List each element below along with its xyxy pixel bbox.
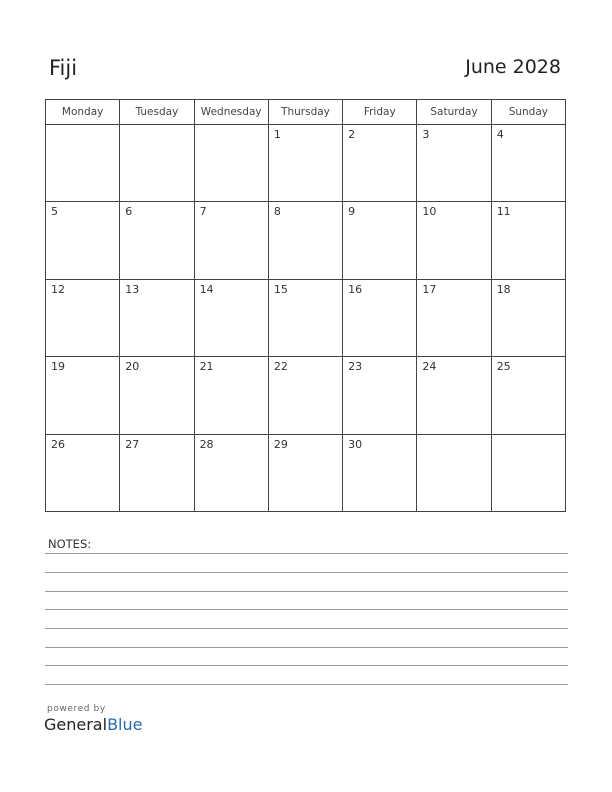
note-line — [45, 665, 568, 666]
note-line — [45, 609, 568, 610]
day-cell — [491, 357, 565, 434]
day-number — [120, 125, 193, 128]
day-cell — [46, 202, 120, 279]
day-cell — [491, 125, 565, 202]
weekday-header-row — [46, 100, 566, 125]
weekday-sunday: Sunday — [491, 100, 565, 125]
day-cell — [46, 279, 120, 356]
weekday-saturday: Saturday — [417, 100, 491, 125]
day-cell — [194, 125, 268, 202]
day-cell — [46, 125, 120, 202]
day-number — [417, 435, 490, 438]
day-cell — [268, 202, 342, 279]
day-number: 19 — [51, 360, 65, 374]
note-line — [45, 572, 568, 573]
day-cell — [417, 357, 491, 434]
notes-label: NOTES: — [48, 537, 92, 551]
day-cell — [120, 202, 194, 279]
note-line — [45, 628, 568, 629]
week-row — [46, 279, 566, 356]
month-year-title: June 2028 — [465, 56, 561, 78]
day-number: 2 — [348, 128, 356, 141]
day-cell — [343, 434, 417, 511]
weekday-tuesday: Tuesday — [120, 100, 194, 125]
day-number: 22 — [273, 360, 288, 374]
day-number — [46, 125, 119, 128]
brand-logo — [44, 704, 142, 734]
day-number: 27 — [125, 437, 140, 451]
day-number: 12 — [51, 282, 65, 296]
day-cell — [120, 434, 194, 511]
day-cell — [491, 434, 565, 511]
day-number: 9 — [348, 205, 356, 219]
day-cell — [343, 279, 417, 356]
brand-blue: Blue — [107, 715, 143, 734]
day-cell — [268, 357, 342, 434]
day-cell — [343, 357, 417, 434]
day-number: 11 — [496, 205, 511, 219]
day-cell — [417, 125, 491, 202]
day-number: 30 — [348, 437, 363, 451]
day-number — [195, 125, 268, 128]
day-cell — [120, 125, 194, 202]
day-number: 6 — [125, 205, 133, 219]
day-number: 21 — [199, 360, 214, 374]
day-number: 23 — [348, 360, 363, 374]
day-cell — [343, 202, 417, 279]
day-cell — [194, 357, 268, 434]
day-number: 29 — [273, 437, 288, 451]
week-row — [46, 357, 566, 434]
note-line — [45, 553, 568, 554]
weekday-thursday: Thursday — [268, 100, 342, 125]
day-number: 20 — [125, 360, 140, 374]
day-cell — [268, 279, 342, 356]
day-number: 25 — [496, 360, 511, 374]
day-number: 18 — [496, 282, 511, 296]
note-line — [45, 684, 568, 685]
day-cell — [194, 434, 268, 511]
day-number: 14 — [199, 282, 214, 296]
week-row — [46, 202, 566, 279]
day-cell — [120, 279, 194, 356]
note-line — [45, 591, 568, 592]
day-cell — [46, 357, 120, 434]
weekday-wednesday: Wednesday — [194, 100, 268, 125]
day-number: 16 — [348, 282, 363, 296]
day-number: 7 — [199, 205, 207, 219]
day-cell — [491, 279, 565, 356]
day-cell — [268, 434, 342, 511]
weekday-friday: Friday — [343, 100, 417, 125]
day-number: 28 — [199, 437, 214, 451]
day-cell — [268, 125, 342, 202]
day-cell — [491, 202, 565, 279]
day-number — [492, 435, 565, 438]
day-cell — [343, 125, 417, 202]
brand-name — [44, 715, 142, 734]
day-number: 3 — [422, 128, 430, 141]
calendar-grid — [45, 99, 566, 512]
day-number: 8 — [273, 205, 281, 219]
day-number: 17 — [422, 282, 437, 296]
day-number: 4 — [496, 128, 504, 141]
day-number: 5 — [51, 205, 58, 219]
day-number: 26 — [51, 437, 65, 451]
country-title: Fiji — [49, 56, 78, 80]
day-cell — [194, 279, 268, 356]
day-number: 1 — [273, 128, 281, 141]
day-number: 10 — [422, 205, 437, 219]
week-row — [46, 125, 566, 202]
day-cell — [417, 202, 491, 279]
week-row — [46, 434, 566, 511]
day-cell — [120, 357, 194, 434]
brand-general: General — [44, 715, 108, 734]
day-number: 13 — [125, 282, 140, 296]
weekday-monday: Monday — [46, 100, 120, 125]
day-cell — [417, 279, 491, 356]
note-line — [45, 647, 568, 648]
day-number: 24 — [422, 360, 437, 374]
powered-by-text: powered by — [47, 704, 106, 714]
day-cell — [417, 434, 491, 511]
day-number: 15 — [273, 282, 288, 296]
day-cell — [194, 202, 268, 279]
day-cell — [46, 434, 120, 511]
